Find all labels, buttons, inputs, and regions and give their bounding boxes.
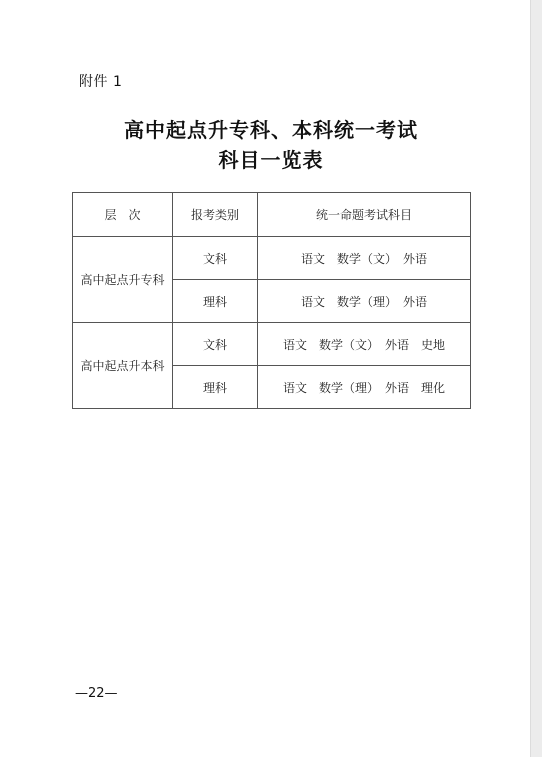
subjects-table [72, 192, 471, 409]
subjects-cell: 语文 数学（文） 外语 [258, 237, 471, 280]
category-cell: 文科 [173, 323, 258, 366]
category-cell: 理科 [173, 280, 258, 323]
header-level: 层 次 [73, 193, 173, 237]
category-cell: 理科 [173, 366, 258, 409]
attachment-label: 附件 1 [79, 74, 123, 90]
level-cell: 高中起点升专科 [73, 237, 173, 323]
table-row [73, 323, 471, 366]
subjects-cell: 语文 数学（文） 外语 史地 [258, 323, 471, 366]
header-subjects: 统一命题考试科目 [258, 193, 471, 237]
subjects-cell: 语文 数学（理） 外语 理化 [258, 366, 471, 409]
subjects-cell: 语文 数学（理） 外语 [258, 280, 471, 323]
table-header-row [73, 193, 471, 237]
header-category: 报考类别 [173, 193, 258, 237]
level-cell: 高中起点升本科 [73, 323, 173, 409]
page-number: —22— [75, 686, 118, 701]
viewer-right-edge [530, 0, 542, 757]
document-title-line1: 高中起点升专科、本科统一考试 [124, 118, 418, 142]
document-title-line2: 科目一览表 [218, 148, 324, 172]
category-cell: 文科 [173, 237, 258, 280]
table-row [73, 237, 471, 280]
